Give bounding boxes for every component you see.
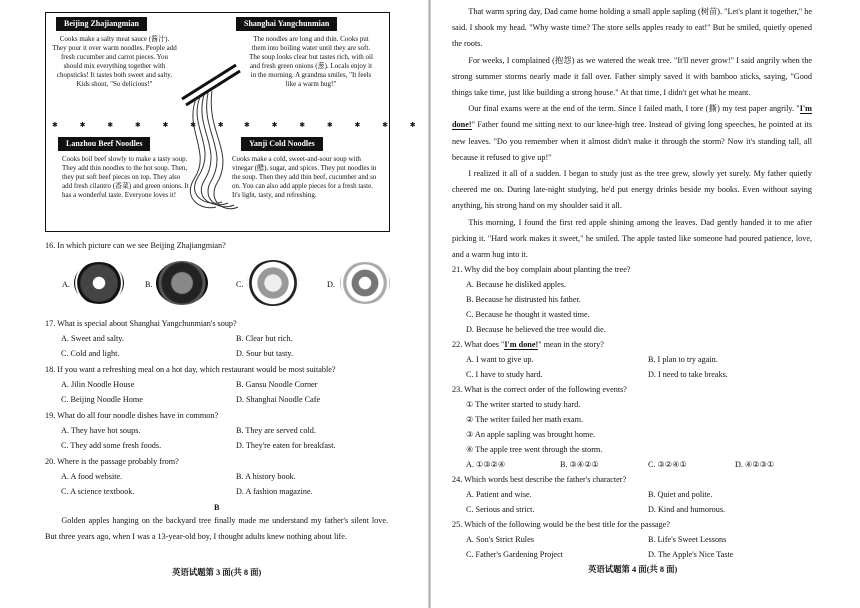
q23-event-2: ② The writer failed her math exam.: [466, 415, 583, 424]
q23-option-d[interactable]: D. ④②③①: [735, 460, 775, 469]
q20-option-a[interactable]: A. A food website.: [61, 472, 123, 481]
q20-option-c[interactable]: C. A science textbook.: [61, 487, 135, 496]
q21-option-b[interactable]: B. Because he distrusted his father.: [466, 295, 581, 304]
q17-option-a[interactable]: A. Sweet and salty.: [61, 334, 124, 343]
q18-stem: 18. If you want a refreshing meal on a hot day, which restaurant would be most suitable?: [45, 365, 336, 374]
q25-option-d[interactable]: D. The Apple's Nice Taste: [648, 550, 734, 559]
story-paragraph-5-text: This morning, I found the first red apple shining among the leaves. Dad gently handed it to me after picking it. "Hard work makes it sweet," he smiled. The apple tasted like someone had poured patience, love, and a warm hug into it.: [452, 217, 812, 260]
q23-option-c[interactable]: C. ③②④①: [648, 460, 687, 469]
story-paragraph-2-text: For weeks, I complained (抱怨) as we watered the weak tree. "It'll never grow!" I said angrily when the strong summer storms nearly made it fall over. Father simply saved it with bamboo sticks, saying, "Good things take time, just like building a strong house." At that time, I didn't get what he meant.: [452, 55, 812, 98]
q18-option-d[interactable]: D. Shanghai Noodle Cafe: [236, 395, 321, 404]
q22-stem-pre: 22. What does ": [452, 340, 505, 349]
q22-stem: [452, 339, 604, 350]
left-page-footer: 英语试题第 3 面(共 8 面): [172, 568, 262, 577]
q21-option-c[interactable]: C. Because he thought it wasted time.: [466, 310, 590, 319]
divider-stars-right: ✱ ✱ ✱ ✱ ✱ ✱ ✱: [244, 121, 426, 129]
beijing-text: Cooks make a salty meat sauce (酱汁). They pour it over warm noodles. People add fresh cucumber and carrot pieces. You should mix everything together with chopsticks! It tastes both sweet and salty. Kids shout, "So delicious!": [52, 35, 177, 89]
passage-b-intro: [45, 513, 388, 545]
q16-option-c-label[interactable]: C.: [236, 280, 244, 289]
q21-option-d[interactable]: D. Because he believed the tree would die.: [466, 325, 606, 334]
lanzhou-title: Lanzhou Beef Noodles: [58, 137, 150, 151]
q17-stem: 17. What is special about Shanghai Yangchunmian's soup?: [45, 319, 237, 328]
q17-option-d[interactable]: D. Sour but tasty.: [236, 349, 294, 358]
bowl-b-image[interactable]: [156, 261, 208, 305]
lanzhou-text: Cooks boil beef slowly to make a tasty soup. They add thin noodles to the hot soup. Then, they put soft beef pieces on top. They also add fresh cilantro (香菜) and green onions. It has a wonderful taste. Everyone loves it!: [62, 155, 189, 200]
q16-option-a-label[interactable]: A.: [62, 280, 70, 289]
story-paragraph-3-emphasis: I'm done!: [452, 104, 812, 130]
beijing-title: Beijing Zhajiangmian: [56, 17, 147, 31]
q23-stem: 23. What is the correct order of the following events?: [452, 385, 627, 394]
q17-option-c[interactable]: C. Cold and light.: [61, 349, 120, 358]
noodle-info-box: [45, 12, 426, 232]
q25-stem: 25. Which of the following would be the best title for the passage?: [452, 520, 670, 529]
right-page-footer: 英语试题第 4 面(共 8 面): [588, 565, 678, 574]
divider-stars-left: ✱ ✱ ✱ ✱ ✱ ✱ ✱: [52, 121, 234, 129]
q21-stem: 21. Why did the boy complain about planting the tree?: [452, 265, 631, 274]
bowl-d-image[interactable]: [340, 262, 390, 304]
q19-option-c[interactable]: C. They add some fresh foods.: [61, 441, 162, 450]
bowl-a-image[interactable]: [74, 262, 124, 304]
story-paragraph-3-text-a: Our final exams were at the end of the term. Since I failed math, I tore (撕) my test paper angrily. ": [468, 104, 800, 114]
shanghai-text: The noodles are long and thin. Cooks put them into boiling water until they are soft. The soup looks clear but tastes rich, with oil and fresh green onions (葱). Locals enjoy it in the morning. A grandma smiles, "It feels like a warm hug!": [249, 35, 373, 89]
q19-option-b[interactable]: B. They are served cold.: [236, 426, 316, 435]
yanji-title: Yanji Cold Noodles: [241, 137, 323, 151]
q23-event-1: ① The writer started to study hard.: [466, 400, 581, 409]
q23-event-3: ③ An apple sapling was brought home.: [466, 430, 595, 439]
story-paragraph-5: [452, 215, 812, 264]
q22-stem-emphasis: I'm done!: [504, 340, 539, 349]
q20-stem: 20. Where is the passage probably from?: [45, 457, 179, 466]
q16-stem: 16. In which picture can we see Beijing Zhajiangmian?: [45, 241, 226, 250]
q23-option-a[interactable]: A. ①③②④: [466, 460, 506, 469]
q22-option-b[interactable]: B. I plan to try again.: [648, 355, 718, 364]
bowl-c-image[interactable]: [247, 260, 299, 306]
story-paragraph-3-text-b: " Father found me sitting next to our knee-high tree. Instead of giving long speeches, he pointed at its new leaves. "Do you remember when it almost didn't make it through the storm? Now it's standing tall, all because it refused to give up!": [452, 120, 812, 162]
q19-stem: 19. What do all four noodle dishes have in common?: [45, 411, 219, 420]
q18-option-b[interactable]: B. Gansu Noodle Corner: [236, 380, 318, 389]
story-paragraph-1-text: That warm spring day, Dad came home holding a small apple sapling (树苗). "Let's plant it together," he said. I shook my head. "Why waste time? The store sells apples ready to eat!" But he smiled, quietly opened the roots.: [452, 7, 812, 49]
story-paragraph-4-text: I realized it all of a sudden. I began to study just as the tree grew, slowly yet surely. My father quietly cheered me on. During late-night studying, he'd put energy drinks beside my books. Even without saying anything, his strong hand on my shoulder said it all.: [452, 169, 812, 211]
q24-option-a[interactable]: A. Patient and wise.: [466, 490, 532, 499]
q22-option-c[interactable]: C. I have to study hard.: [466, 370, 543, 379]
q17-option-b[interactable]: B. Clear but rich.: [236, 334, 293, 343]
story-paragraph-3: [452, 101, 812, 166]
q21-option-a[interactable]: A. Because he disliked apples.: [466, 280, 567, 289]
q19-option-a[interactable]: A. They have hot soups.: [61, 426, 141, 435]
passage-b-intro-text: Golden apples hanging on the backyard tree finally made me understand my father's silent love. But three years ago, when I was a 13-year-old boy, I thought adults knew nothing about life.: [45, 516, 388, 542]
q23-event-4: ④ The apple tree went through the storm.: [466, 445, 603, 454]
q22-option-a[interactable]: A. I want to give up.: [466, 355, 534, 364]
q20-option-d[interactable]: D. A fashion magazine.: [236, 487, 313, 496]
q16-option-b-label[interactable]: B.: [145, 280, 153, 289]
q22-stem-post: " mean in the story?: [538, 340, 604, 349]
story-paragraph-2: [452, 53, 812, 102]
q24-stem: 24. Which words best describe the father's character?: [452, 475, 627, 484]
story-paragraph-1: [452, 4, 812, 53]
q25-option-a[interactable]: A. Son's Strict Rules: [466, 535, 534, 544]
story-paragraph-4: [452, 166, 812, 215]
right-page: [430, 0, 860, 608]
q24-option-c[interactable]: C. Serious and strict.: [466, 505, 535, 514]
q16-option-d-label[interactable]: D.: [327, 280, 335, 289]
q18-option-a[interactable]: A. Jilin Noodle House: [61, 380, 135, 389]
q20-option-b[interactable]: B. A history book.: [236, 472, 296, 481]
q24-option-d[interactable]: D. Kind and humorous.: [648, 505, 726, 514]
q24-option-b[interactable]: B. Quiet and polite.: [648, 490, 713, 499]
q25-option-b[interactable]: B. Life's Sweet Lessons: [648, 535, 727, 544]
q25-option-c[interactable]: C. Father's Gardening Project: [466, 550, 563, 559]
shanghai-title: Shanghai Yangchunmian: [236, 17, 337, 31]
q22-option-d[interactable]: D. I need to take breaks.: [648, 370, 728, 379]
yanji-text: Cooks make a cold, sweet-and-sour soup with vinegar (醋), sugar, and spices. They put noodles in the soup. Then they add thin beef, cucumber and so on. You can also add apple pieces for a fresh taste. It's light, tasty, and refreshing.: [232, 155, 377, 200]
q19-option-d[interactable]: D. They're eaten for breakfast.: [236, 441, 336, 450]
q18-option-c[interactable]: C. Beijing Noodle Home: [61, 395, 143, 404]
section-b-heading: B: [214, 503, 220, 512]
q23-option-b[interactable]: B. ③④②①: [560, 460, 599, 469]
story-passage: [452, 4, 812, 263]
